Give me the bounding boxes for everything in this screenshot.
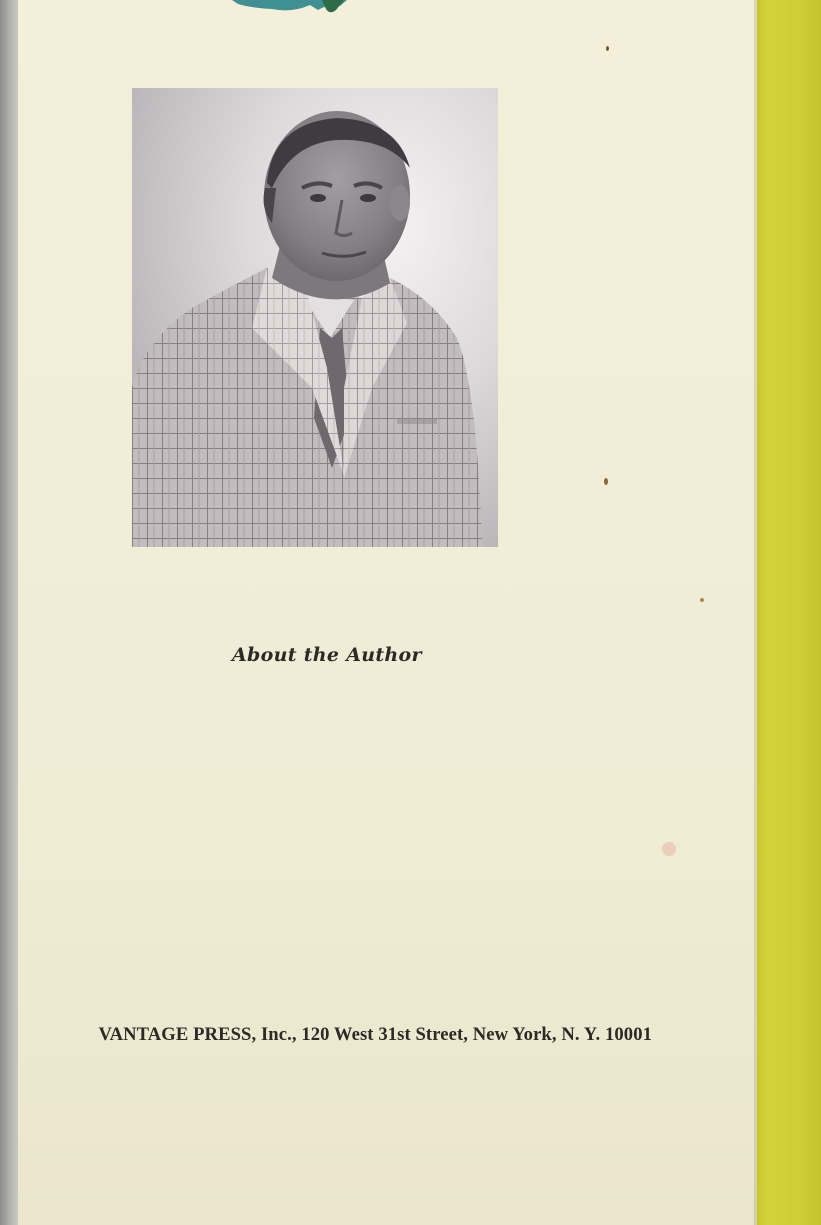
paper-speck bbox=[606, 46, 609, 51]
paper-speck bbox=[604, 478, 608, 485]
about-the-author-heading: About the Author bbox=[232, 644, 422, 666]
author-photo bbox=[132, 88, 498, 547]
ink-mark bbox=[232, 0, 347, 16]
publisher-imprint: VANTAGE PRESS, Inc., 120 West 31st Street, New York, N. Y. 10001 bbox=[98, 1024, 652, 1045]
paper-speck bbox=[700, 598, 704, 602]
paper-speck bbox=[662, 842, 676, 856]
book-spine bbox=[757, 0, 821, 1225]
